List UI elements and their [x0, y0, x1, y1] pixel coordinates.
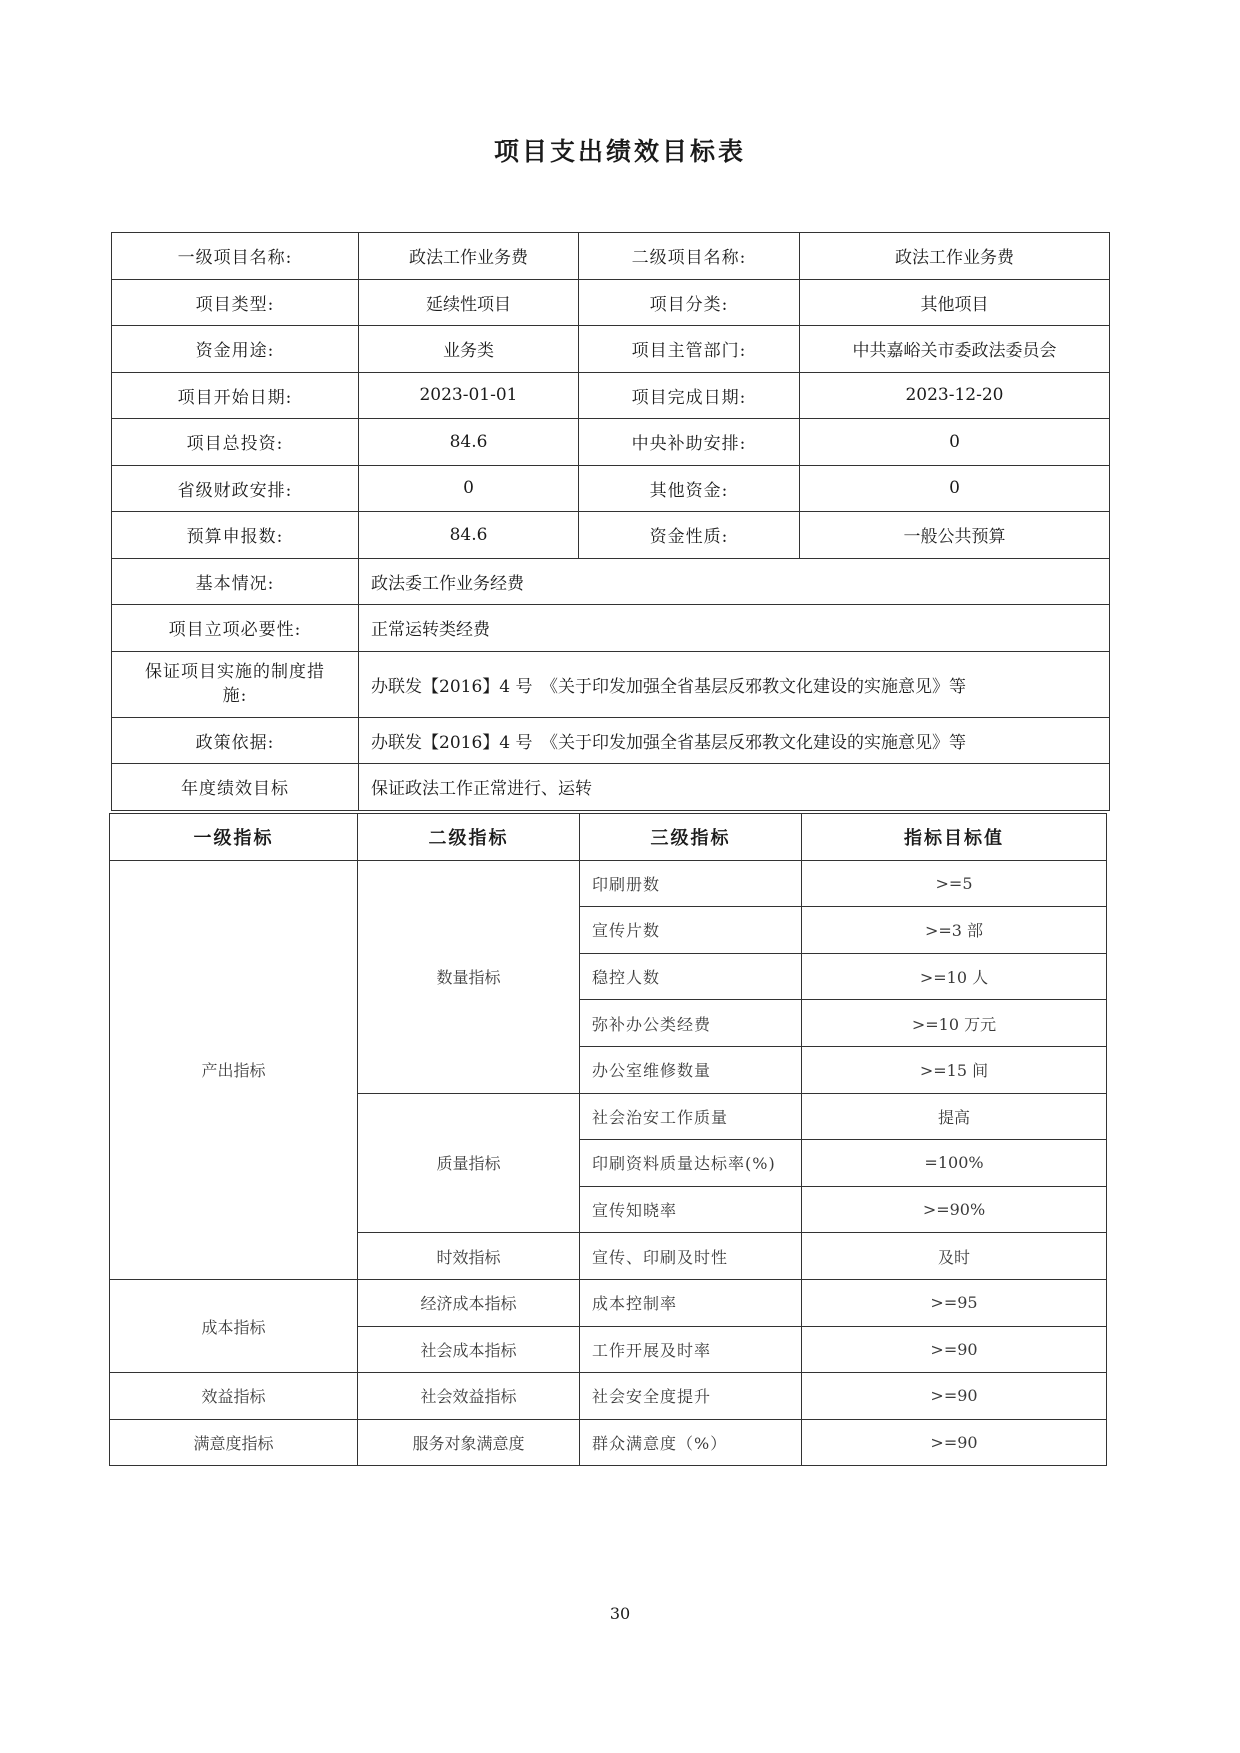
level1-cell: 产出指标 — [110, 860, 358, 1279]
field-value: 政法工作业务费 — [800, 233, 1110, 280]
table-row — [110, 1419, 1107, 1466]
field-label: 资金性质: — [579, 512, 800, 559]
table-row — [112, 465, 1110, 512]
field-value: 0 — [359, 465, 579, 512]
level2-cell: 时效指标 — [358, 1233, 580, 1280]
indicator-target: 提高 — [802, 1093, 1107, 1140]
level2-cell: 经济成本指标 — [358, 1279, 580, 1326]
indicator-name: 办公室维修数量 — [580, 1046, 802, 1093]
level2-cell: 社会成本指标 — [358, 1326, 580, 1373]
level2-cell: 质量指标 — [358, 1093, 580, 1233]
indicator-target: >=15 间 — [802, 1046, 1107, 1093]
indicator-target: >=10 万元 — [802, 1000, 1107, 1047]
field-label: 年度绩效目标 — [112, 764, 359, 811]
indicator-name: 印刷资料质量达标率(%) — [580, 1140, 802, 1187]
indicator-name: 宣传知晓率 — [580, 1186, 802, 1233]
field-value: 一般公共预算 — [800, 512, 1110, 559]
indicator-target: >=3 部 — [802, 907, 1107, 954]
field-label: 基本情况: — [112, 558, 359, 605]
level2-cell: 社会效益指标 — [358, 1373, 580, 1420]
table-row — [110, 1279, 1107, 1326]
indicator-target: >=90% — [802, 1186, 1107, 1233]
page-title: 项目支出绩效目标表 — [493, 137, 746, 166]
field-label: 二级项目名称: — [579, 233, 800, 280]
indicator-name: 宣传片数 — [580, 907, 802, 954]
table-row — [112, 419, 1110, 466]
field-label: 资金用途: — [112, 326, 359, 373]
field-value: 办联发【2016】4 号 《关于印发加强全省基层反邪教文化建设的实施意见》等 — [359, 651, 1110, 717]
field-label: 保证项目实施的制度措施: — [112, 651, 359, 717]
indicator-name: 稳控人数 — [580, 953, 802, 1000]
column-header: 指标目标值 — [802, 814, 1107, 861]
level1-cell: 成本指标 — [110, 1279, 358, 1372]
level2-cell: 服务对象满意度 — [358, 1419, 580, 1466]
table-row — [112, 326, 1110, 373]
field-label: 省级财政安排: — [112, 465, 359, 512]
field-label: 一级项目名称: — [112, 233, 359, 280]
indicator-target: >=90 — [802, 1419, 1107, 1466]
table-row — [112, 279, 1110, 326]
column-header: 一级指标 — [110, 814, 358, 861]
field-value: 2023-12-20 — [800, 372, 1110, 419]
field-value: 84.6 — [359, 419, 579, 466]
indicator-name: 宣传、印刷及时性 — [580, 1233, 802, 1280]
indicator-target: >=10 人 — [802, 953, 1107, 1000]
indicator-name: 群众满意度（%） — [580, 1419, 802, 1466]
field-label: 项目主管部门: — [579, 326, 800, 373]
table-header-row — [110, 814, 1107, 861]
field-label: 项目分类: — [579, 279, 800, 326]
indicator-table — [109, 813, 1107, 1466]
indicator-target: >=95 — [802, 1279, 1107, 1326]
project-info-table — [111, 232, 1110, 811]
field-label: 项目类型: — [112, 279, 359, 326]
column-header: 二级指标 — [358, 814, 580, 861]
indicator-target: >=90 — [802, 1373, 1107, 1420]
page-number: 30 — [609, 1604, 631, 1623]
field-label: 其他资金: — [579, 465, 800, 512]
indicator-target: =100% — [802, 1140, 1107, 1187]
field-value: 政法工作业务费 — [359, 233, 579, 280]
field-label: 项目完成日期: — [579, 372, 800, 419]
table-row — [112, 233, 1110, 280]
column-header: 三级指标 — [580, 814, 802, 861]
table-row — [112, 764, 1110, 811]
field-label: 项目立项必要性: — [112, 605, 359, 652]
indicator-target: 及时 — [802, 1233, 1107, 1280]
indicator-name: 社会安全度提升 — [580, 1373, 802, 1420]
field-value: 0 — [800, 465, 1110, 512]
level2-cell: 数量指标 — [358, 860, 580, 1093]
table-row — [112, 605, 1110, 652]
field-value: 业务类 — [359, 326, 579, 373]
level1-cell: 效益指标 — [110, 1373, 358, 1420]
field-label: 预算申报数: — [112, 512, 359, 559]
table-row — [112, 558, 1110, 605]
level1-cell: 满意度指标 — [110, 1419, 358, 1466]
field-value: 正常运转类经费 — [359, 605, 1110, 652]
table-row — [112, 651, 1110, 717]
field-label: 中央补助安排: — [579, 419, 800, 466]
field-value: 0 — [800, 419, 1110, 466]
field-value: 办联发【2016】4 号 《关于印发加强全省基层反邪教文化建设的实施意见》等 — [359, 717, 1110, 764]
indicator-name: 印刷册数 — [580, 860, 802, 907]
table-row — [112, 372, 1110, 419]
indicator-name: 成本控制率 — [580, 1279, 802, 1326]
table-row — [110, 1373, 1107, 1420]
table-row — [112, 512, 1110, 559]
table-row — [110, 860, 1107, 907]
field-value: 延续性项目 — [359, 279, 579, 326]
field-label: 项目开始日期: — [112, 372, 359, 419]
indicator-target: >=5 — [802, 860, 1107, 907]
field-value: 中共嘉峪关市委政法委员会 — [800, 326, 1110, 373]
indicator-target: >=90 — [802, 1326, 1107, 1373]
field-value: 其他项目 — [800, 279, 1110, 326]
indicator-name: 社会治安工作质量 — [580, 1093, 802, 1140]
field-value: 保证政法工作正常进行、运转 — [359, 764, 1110, 811]
field-value: 2023-01-01 — [359, 372, 579, 419]
field-label: 政策依据: — [112, 717, 359, 764]
indicator-name: 弥补办公类经费 — [580, 1000, 802, 1047]
indicator-name: 工作开展及时率 — [580, 1326, 802, 1373]
field-value: 政法委工作业务经费 — [359, 558, 1110, 605]
field-value: 84.6 — [359, 512, 579, 559]
table-row — [112, 717, 1110, 764]
field-label: 项目总投资: — [112, 419, 359, 466]
